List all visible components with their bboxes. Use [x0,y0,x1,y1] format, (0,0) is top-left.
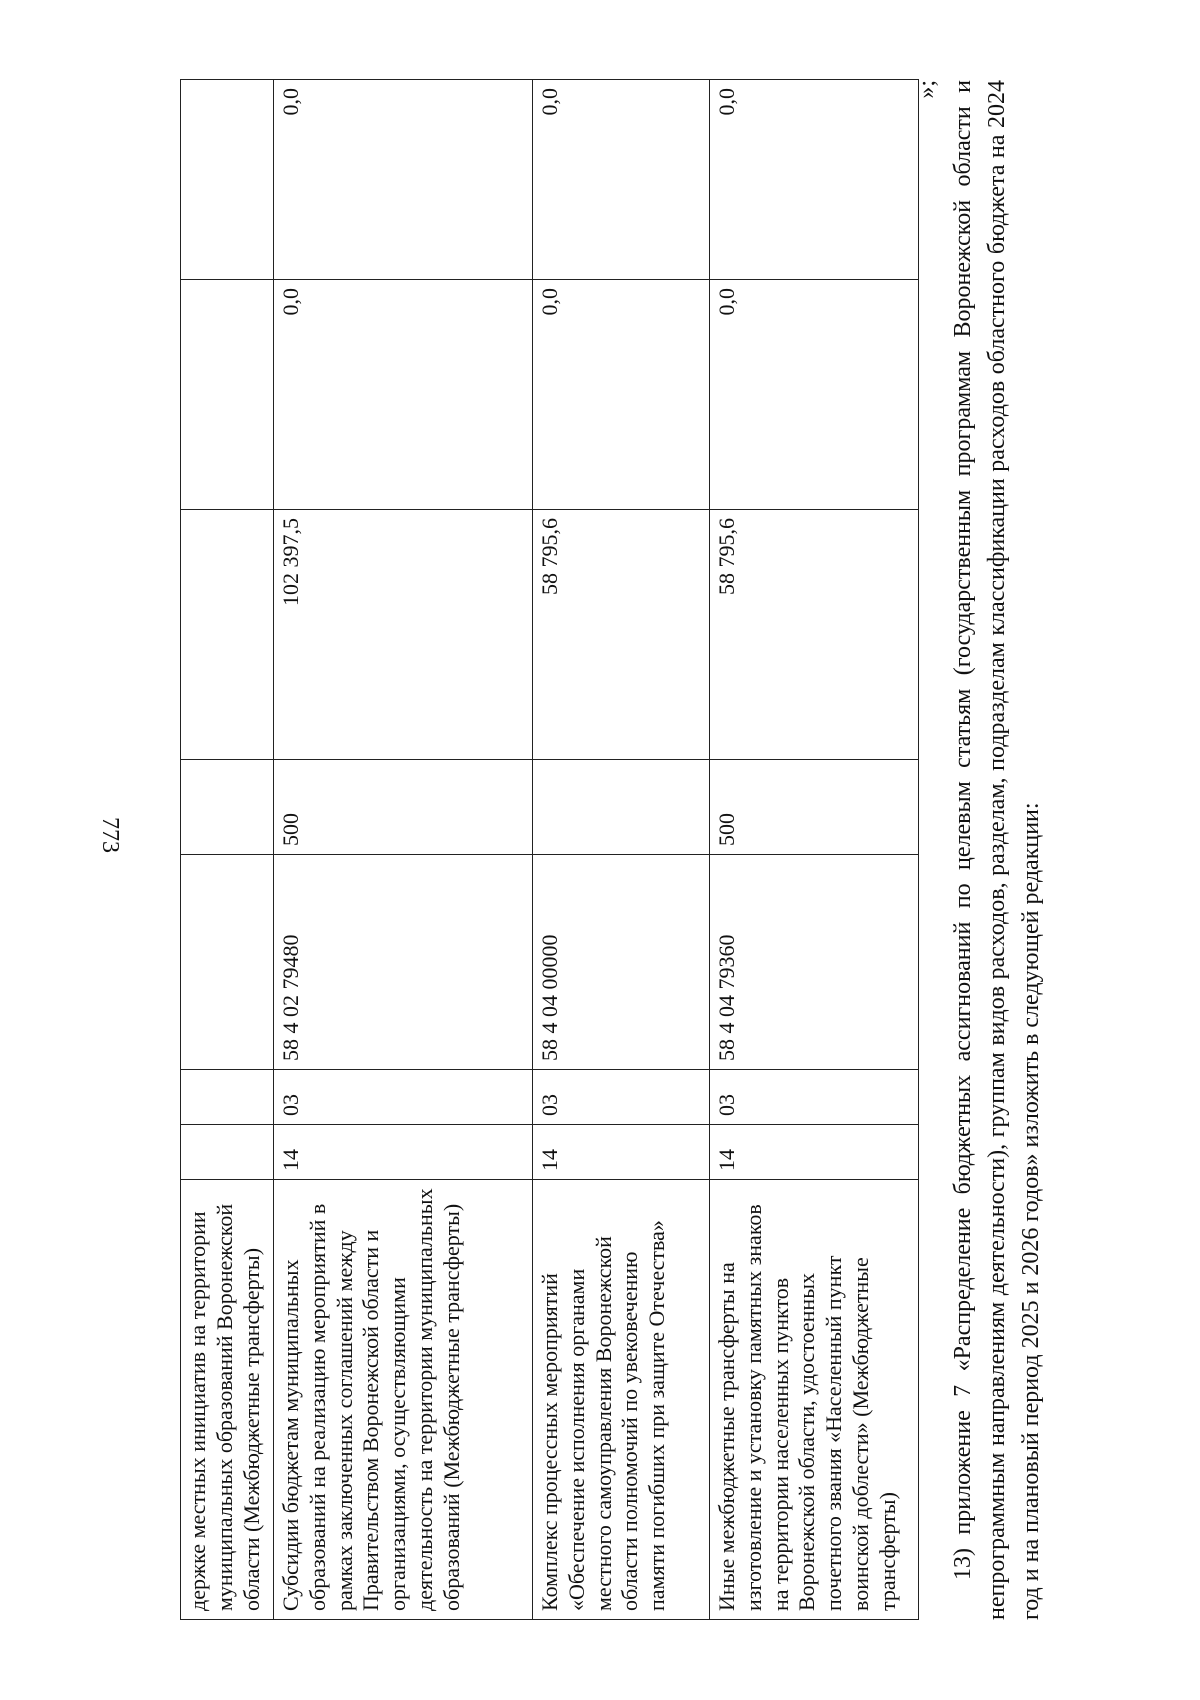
name-cell: Субсидии бюджетам муниципальных образований на реализацию мероприятий в рамках заключенных соглашений между Правительством Воронежской области и организациями, осуществляющими деятельность на территории муниципальных образований (Межбюджетные трансферты) [274,1180,533,1620]
expense-type-cell: 500 [274,760,533,855]
amount-2025-cell: 0,0 [274,280,533,510]
table-row [710,80,919,1620]
closing-mark: »; [914,80,940,99]
name-cell: держке местных инициатив на территории муниципальных образований Воронежской области (Межбюджетные трансферты) [181,1180,274,1620]
target-article-cell: 58 4 02 79480 [274,855,533,1070]
amount-2026-cell: 0,0 [710,80,919,280]
table-row [533,80,710,1620]
subsection-cell: 03 [533,1070,710,1125]
footer-text [910,80,1048,1620]
name-cell: Комплекс процессных мероприятий «Обеспечение исполнения органами местного самоуправления Воронежской области полномочий по увековечению памяти погибших при защите Отечества» [533,1180,710,1620]
amount-2026-cell: 0,0 [274,80,533,280]
budget-table [180,79,919,1620]
subsection-cell [181,1070,274,1125]
amount-2026-cell [181,80,274,280]
target-article-cell: 58 4 04 79360 [710,855,919,1070]
amount-2024-cell: 102 397,5 [274,510,533,760]
section-cell: 14 [533,1125,710,1180]
table-row [274,80,533,1620]
amount-2024-cell [181,510,274,760]
amount-2025-cell: 0,0 [710,280,919,510]
page-number: 773 [97,817,123,853]
amount-2025-cell [181,280,274,510]
amount-2025-cell: 0,0 [533,280,710,510]
amendment-paragraph: 13) приложение 7 «Распределение бюджетных ассигнований по целевым статьям (государственным программам Воронежской области и непрограммным направлениям деятельности), группам видов расходов, разделам, подразделам классификации расходов областного бюджета на 2024 год и на плановый период 2025 и 2026 годов» изложить в следующей редакции: [950,80,1045,1620]
target-article-cell: 58 4 04 00000 [533,855,710,1070]
amount-2024-cell: 58 795,6 [533,510,710,760]
section-cell: 14 [274,1125,533,1180]
amount-2026-cell: 0,0 [533,80,710,280]
subsection-cell: 03 [710,1070,919,1125]
expense-type-cell: 500 [710,760,919,855]
section-cell [181,1125,274,1180]
table-row [181,80,274,1620]
expense-type-cell [181,760,274,855]
subsection-cell: 03 [274,1070,533,1125]
target-article-cell [181,855,274,1070]
rotated-content [180,80,1060,1620]
section-cell: 14 [710,1125,919,1180]
name-cell: Иные межбюджетные трансферты на изготовление и установку памятных знаков на территории населенных пунктов Воронежской области, удостоенных почетного звания «Населенный пункт воинской доблести» (Межбюджетные трансферты) [710,1180,919,1620]
amount-2024-cell: 58 795,6 [710,510,919,760]
expense-type-cell [533,760,710,855]
